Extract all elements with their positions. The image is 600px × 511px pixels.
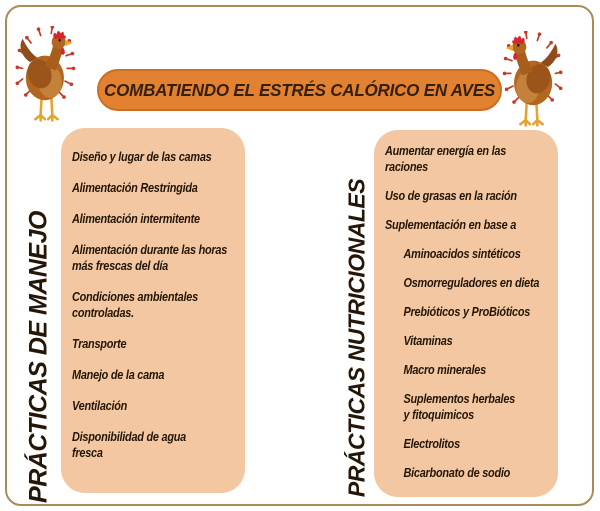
list-item: Manejo de la cama — [72, 367, 165, 382]
list-item: Condiciones ambientales controladas. — [72, 289, 198, 320]
section-label-management-text: PRÁCTICAS DE MANEJO — [24, 211, 53, 503]
list-item: Aminoacidos sintéticos — [403, 246, 521, 261]
list-item: Suplementos herbales y fitoquimicos — [403, 391, 515, 422]
title-banner — [97, 69, 502, 111]
hen-eye — [58, 39, 61, 42]
heat-stressed-chicken-left-icon — [15, 26, 79, 132]
list-item: Macro minerales — [403, 362, 486, 377]
hen-comb — [53, 31, 66, 39]
list-item: Diseño y lugar de las camas — [72, 149, 212, 164]
heat-stressed-chicken-right-icon — [499, 31, 563, 137]
list-item: Aumentar energía en las raciones — [385, 143, 507, 174]
nutritional-practices-panel — [374, 130, 558, 497]
list-item: Osmorreguladores en dieta — [403, 275, 540, 290]
list-item: Prebióticos y ProBióticos — [403, 304, 531, 319]
chicken-icon — [15, 26, 79, 132]
list-item: Bicarbonato de sodio — [403, 465, 511, 480]
chicken-icon — [499, 31, 563, 137]
management-practices-panel — [61, 128, 245, 493]
list-item: Vitaminas — [403, 333, 453, 348]
list-item: Electrolitos — [403, 436, 460, 451]
list-item: Suplementación en base a — [385, 217, 517, 232]
hen-tail — [21, 39, 38, 62]
list-item: Alimentación intermitente — [72, 211, 200, 226]
list-item: Alimentación durante las horas más frescas del día — [72, 242, 228, 273]
list-item: Disponibilidad de agua fresca — [72, 429, 186, 460]
page-title: COMBATIENDO EL ESTRÉS CALÓRICO EN AVES — [104, 79, 495, 100]
list-item: Transporte — [72, 336, 127, 351]
list-item: Alimentación Restringida — [72, 180, 198, 195]
section-label-nutrition-text: PRÁCTICAS NUTRICIONALES — [343, 178, 370, 498]
list-item: Ventilación — [72, 398, 128, 413]
list-item: Uso de grasas en la ración — [385, 188, 517, 203]
